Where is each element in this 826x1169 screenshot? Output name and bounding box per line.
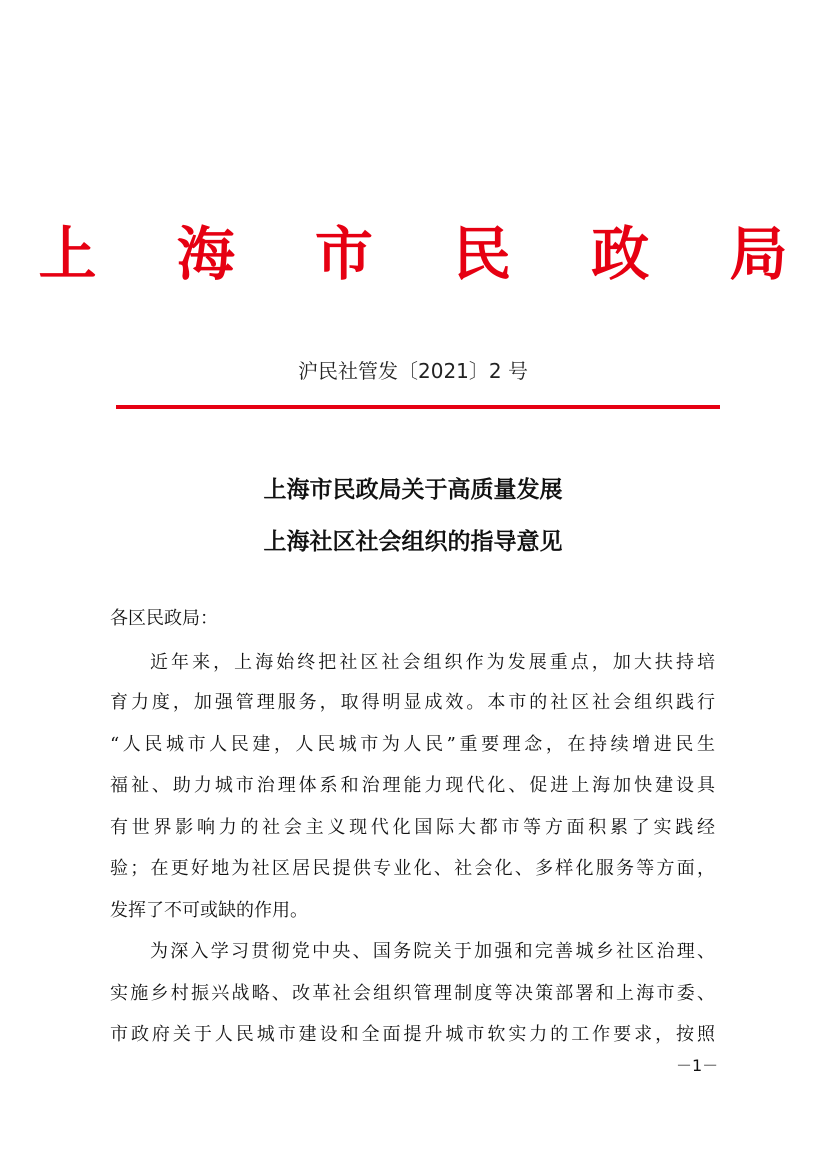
document-title-line-2: 上海社区社会组织的指导意见 <box>263 528 563 555</box>
paragraph-line: “人民城市人民建，人民城市为人民”重要理念，在持续增进民生 <box>110 734 715 755</box>
red-divider-line <box>116 405 720 409</box>
salutation: 各区民政局： <box>110 608 218 629</box>
paragraph-line: 为深入学习贯彻党中央、国务院关于加强和完善城乡社区治理、 <box>150 941 715 962</box>
paragraph-line: 实施乡村振兴战略、改革社会组织管理制度等决策部署和上海市委、 <box>110 983 715 1004</box>
paragraph-line: 验；在更好地为社区居民提供专业化、社会化、多样化服务等方面， <box>110 858 715 879</box>
page-number: －1－ <box>676 1056 719 1075</box>
paragraph-line: 育力度，加强管理服务，取得明显成效。本市的社区社会组织践行 <box>110 692 715 713</box>
document-number: 沪民社管发〔2021〕2 号 <box>298 359 528 383</box>
paragraph-line: 福祉、助力城市治理体系和治理能力现代化、促进上海加快建设具 <box>110 775 715 796</box>
paragraph-line: 市政府关于人民城市建设和全面提升城市软实力的工作要求，按照 <box>110 1024 715 1045</box>
agency-title: 上 海 市 民 政 局 <box>38 220 818 288</box>
paragraph-line: 有世界影响力的社会主义现代化国际大都市等方面积累了实践经 <box>110 817 715 838</box>
paragraph-line: 近年来，上海始终把社区社会组织作为发展重点，加大扶持培 <box>150 652 715 673</box>
paragraph-line: 发挥了不可或缺的作用。 <box>110 900 308 921</box>
document-title-line-1: 上海市民政局关于高质量发展 <box>263 476 563 503</box>
